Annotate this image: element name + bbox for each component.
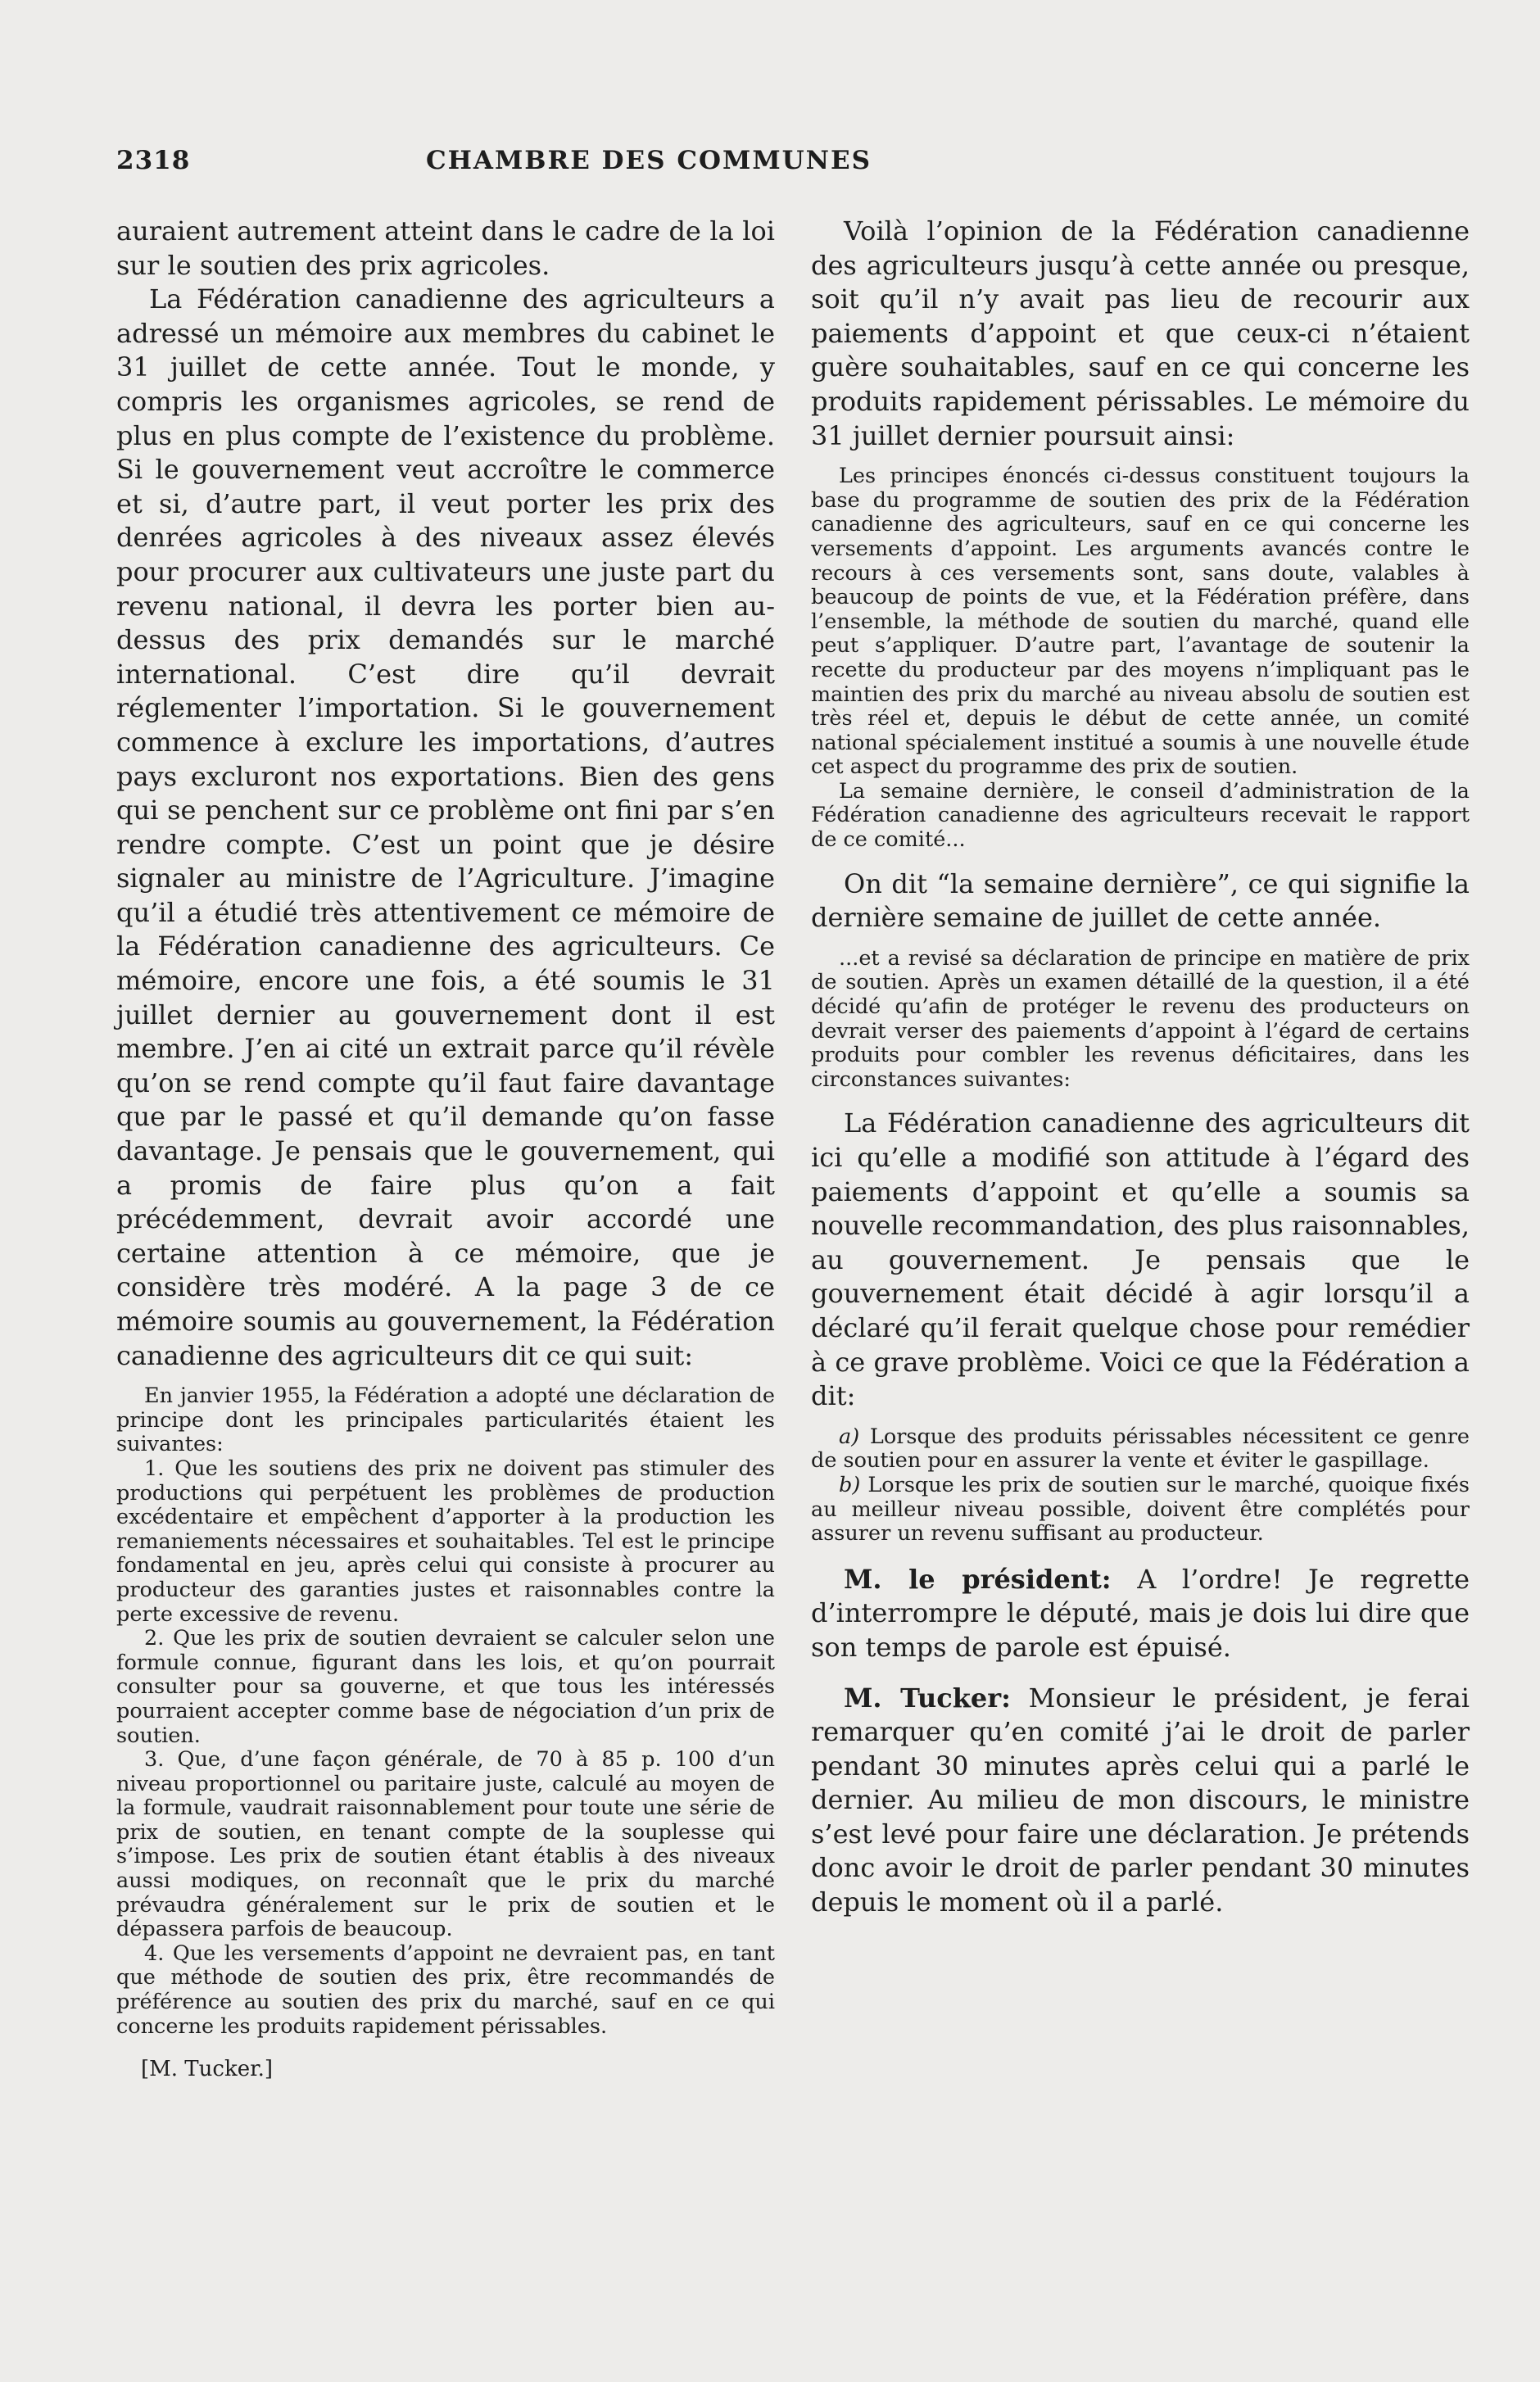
speaker-name: M. Tucker: bbox=[844, 1682, 1011, 1714]
speaker-signature: [M. Tucker.] bbox=[141, 2057, 274, 2082]
quoted-list-item: 3. Que, d’une façon générale, de 70 à 85 p. 100 d’un niveau proportionnel ou paritaire juste, calculé au moyen de la formule, vaudrait raisonnablement pour toute une série de prix de soutien, en tenant compte de la souplesse qui s’impose. Les prix de soutien étant établis à des niveaux aussi modiques, on reconnaît que le prix du marché prévaudra généralement sur le prix de soutien et le dépassera parfois de beaucoup. bbox=[116, 1747, 775, 1942]
list-item-text: Lorsque des produits périssables nécessitent ce genre de soutien pour en assurer la vente et éviter le gaspillage. bbox=[811, 1424, 1470, 1474]
body-paragraph: La Fédération canadienne des agriculteurs dit ici qu’elle a modifié son attitude à l’égard des paiements d’appoint et qu’elle a soumis sa nouvelle recommandation, des plus raisonnables, au gouvernement. Je pensais que le gouvernement était décidé à agir lorsqu’il a déclaré qu’il ferait quelque chose pour remédier à ce grave problème. Voici ce que la Fédération a dit: bbox=[811, 1107, 1470, 1412]
list-letter: a) bbox=[839, 1424, 860, 1449]
speech-text: A l’ordre! Je regrette d’interrompre le député, mais je dois lui dire que son temps de parole est épuisé. bbox=[811, 1563, 1470, 1663]
quoted-list-item bbox=[811, 1425, 1470, 1474]
body-paragraph: La Fédération canadienne des agriculteurs a adressé un mémoire aux membres du cabinet le 31 juillet de cette année. Tout le monde, y compris les organismes agricoles, se rend de plus en plus compte de l’existence du problème. Si le gouvernement veut accroître le commerce et si, d’autre part, il veut porter les prix des denrées agricoles à des niveaux assez élevés pour procurer aux cultivateurs une juste part du revenu national, il devra les porter bien au-dessus des prix demandés sur le marché international. C’est dire qu’il devrait réglementer l’importation. Si le gouvernement commence à exclure les importations, d’autres pays excluront nos exportations. Bien des gens qui se penchent sur ce problème ont fini par s’en rendre compte. C’est un point que je désire signaler au ministre de l’Agriculture. J’imagine qu’il a étudié très attentivement ce mémoire de la Fédération canadienne des agriculteurs. Ce mémoire, encore une fois, a été soumis le 31 juillet dernier au gouvernement dont il est membre. J’en ai cité un extrait parce qu’il révèle qu’on se rend compte qu’il faut faire davantage que par le passé et qu’il demande qu’on fasse davantage. Je pensais que le gouvernement, qui a promis de faire plus qu’on a fait précédemment, devrait avoir accordé une certaine attention à ce mémoire, que je considère très modéré. A la page 3 de ce mémoire soumis au gouvernement, la Fédération canadienne des agriculteurs dit ce qui suit: bbox=[116, 283, 775, 1371]
speech-paragraph bbox=[811, 1682, 1470, 1920]
page-number: 2318 bbox=[116, 146, 191, 175]
speech-paragraph bbox=[811, 1563, 1470, 1665]
quoted-paragraph: En janvier 1955, la Fédération a adopté une déclaration de principe dont les principales particularités étaient les suivantes: bbox=[116, 1383, 775, 1457]
quoted-list-item: 2. Que les prix de soutien devraient se calculer selon une formule connue, figurant dans les lois, et qu’on pourrait consulter pour sa gouverne, et que tous les intéressés pourraient accepter comme base de négociation d’un prix de soutien. bbox=[116, 1626, 775, 1748]
quoted-paragraph: Les principes énoncés ci-dessus constituent toujours la base du programme de soutien des prix de la Fédération canadienne des agriculteurs, sauf en ce qui concerne les versements d’appoint. Les arguments avancés contre le recours à ces versements sont, sans doute, valables à beaucoup de points de vue, et la Fédération préfère, dans l’ensemble, la méthode de soutien du marché, quand elle peut s’appliquer. D’autre part, l’avantage de soutenir la recette du producteur par des moyens n’impliquant pas le maintien des prix du marché au niveau absolu de soutien est très réel et, depuis le début de cette année, un comité national spécialement institué a soumis à une nouvelle étude cet aspect du programme des prix de soutien. bbox=[811, 464, 1470, 780]
body-paragraph: On dit “la semaine dernière”, ce qui signifie la dernière semaine de juillet de cette année. bbox=[811, 867, 1470, 934]
speech-text: Monsieur le président, je ferai remarquer qu’en comité j’ai le droit de parler pendant 30 minutes après celui qui a parlé le dernier. Au milieu de mon discours, le ministre s’est levé pour faire une déclaration. Je prétends donc avoir le droit de parler pendant 30 minutes depuis le moment où il a parlé. bbox=[811, 1682, 1470, 1918]
speaker-name: M. le président: bbox=[844, 1563, 1112, 1595]
quoted-paragraph: ...et a revisé sa déclaration de principe en matière de prix de soutien. Après un examen détaillé de la question, il a été décidé qu’afin de protéger le revenu des producteurs on devrait verser des paiements d’appoint à l’égard de certains produits pour combler les revenus déficitaires, dans les circonstances suivantes: bbox=[811, 945, 1470, 1092]
quoted-list-item bbox=[811, 1474, 1470, 1546]
page-header bbox=[116, 146, 1009, 187]
body-paragraph: Voilà l’opinion de la Fédération canadienne des agriculteurs jusqu’à cette année ou presque, soit qu’il n’y avait pas lieu de recourir aux paiements d’appoint et que ceux-ci n’étaient guère souhaitables, sauf en ce qui concerne les produits rapidement périssables. Le mémoire du 31 juillet dernier poursuit ainsi: bbox=[811, 215, 1470, 451]
list-letter: b) bbox=[839, 1472, 861, 1497]
running-title: CHAMBRE DES COMMUNES bbox=[425, 146, 872, 175]
quoted-list-item: 1. Que les soutiens des prix ne doivent pas stimuler des productions qui perpétuent les problèmes de production excédentaire et empêchent d’apporter à la production les remaniements nécessaires et souhaitables. Tel est le principe fondamental en jeu, après celui qui consiste à procurer au producteur des garanties justes et raisonnables contre la perte excessive de revenu. bbox=[116, 1456, 775, 1627]
right-column bbox=[811, 215, 1470, 1920]
quoted-list-item: 4. Que les versements d’appoint ne devraient pas, en tant que méthode de soutien des prix, être recommandés de préférence au soutien des prix du marché, sauf en ce qui concerne les produits rapidement périssables. bbox=[116, 1940, 775, 2039]
list-item-text: Lorsque les prix de soutien sur le marché, quoique fixés au meilleur niveau possible, doivent être complétés pour assurer un revenu suffisant au producteur. bbox=[811, 1472, 1470, 1546]
body-paragraph: auraient autrement atteint dans le cadre de la loi sur le soutien des prix agricoles. bbox=[116, 215, 775, 281]
left-column bbox=[116, 215, 775, 2081]
quoted-paragraph: La semaine dernière, le conseil d’administration de la Fédération canadienne des agriculteurs recevait le rapport de ce comité... bbox=[811, 778, 1470, 853]
